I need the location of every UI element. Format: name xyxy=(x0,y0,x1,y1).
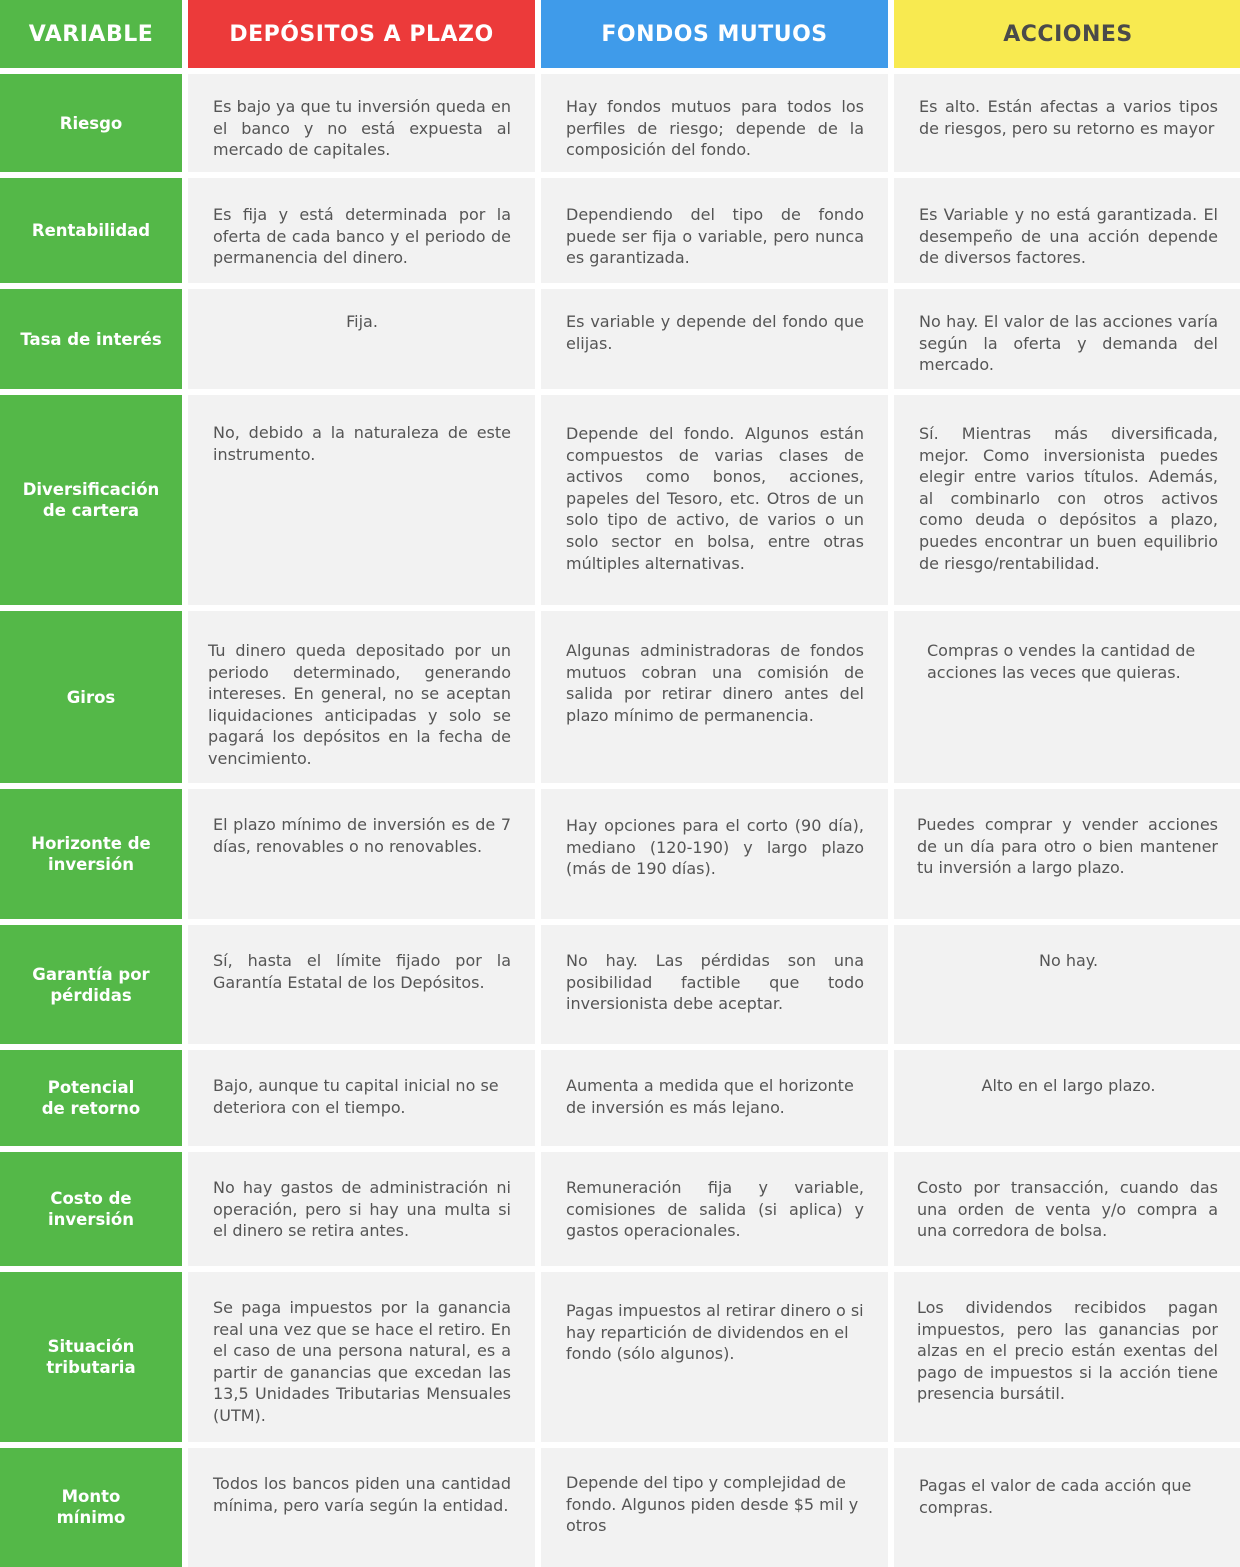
row-label-horizonte: Horizonte de inversión xyxy=(0,789,182,919)
cell-tributaria-fondos: Pagas impuestos al retirar dinero o si hay repartición de dividendos en el fondo (sólo algunos). xyxy=(541,1272,888,1442)
cell-tasa-depositos: Fija. xyxy=(188,289,535,389)
cell-giros-acciones: Compras o vendes la cantidad de acciones las veces que quieras. xyxy=(894,611,1240,783)
cell-garantia-depositos: Sí, hasta el límite fijado por la Garantía Estatal de los Depósitos. xyxy=(188,925,535,1044)
bottom-strip xyxy=(0,1562,1240,1567)
bottom-strip-variable xyxy=(0,1562,182,1567)
cell-giros-depositos: Tu dinero queda depositado por un periodo determinado, generando intereses. En general, no se aceptan liquidaciones anticipadas y solo se pagará los depósitos en la fecha de vencimiento. xyxy=(188,611,535,783)
cell-riesgo-acciones: Es alto. Están afectas a varios tipos de riesgos, pero su retorno es mayor xyxy=(894,74,1240,172)
cell-monto-acciones: Pagas el valor de cada acción que compras. xyxy=(894,1448,1240,1566)
cell-garantia-acciones: No hay. xyxy=(894,925,1240,1044)
bottom-strip-fondos xyxy=(541,1562,888,1567)
cell-rentabilidad-acciones: Es Variable y no está garantizada. El desempeño de una acción depende de diversos factores. xyxy=(894,178,1240,283)
row-label-costo: Costo de inversión xyxy=(0,1152,182,1266)
cell-riesgo-depositos: Es bajo ya que tu inversión queda en el banco y no está expuesta al mercado de capitales. xyxy=(188,74,535,172)
cell-diversificacion-fondos: Depende del fondo. Algunos están compuestos de varias clases de activos como bonos, acciones, papeles del Tesoro, etc. Otros de un solo tipo de activo, de varios o un solo sector en bolsa, entre otras múltiples alternativas. xyxy=(541,395,888,605)
bottom-strip-depositos xyxy=(188,1562,535,1567)
row-label-potencial: Potencial de retorno xyxy=(0,1050,182,1146)
header-depositos-a-plazo: DEPÓSITOS A PLAZO xyxy=(188,0,535,68)
cell-potencial-fondos: Aumenta a medida que el horizonte de inversión es más lejano. xyxy=(541,1050,888,1146)
cell-costo-acciones: Costo por transacción, cuando das una orden de venta y/o compra a una corredora de bolsa. xyxy=(894,1152,1240,1266)
cell-monto-depositos: Todos los bancos piden una cantidad mínima, pero varía según la entidad. xyxy=(188,1448,535,1566)
cell-horizonte-fondos: Hay opciones para el corto (90 día), mediano (120-190) y largo plazo (más de 190 días). xyxy=(541,789,888,919)
header-acciones: ACCIONES xyxy=(894,0,1240,68)
cell-rentabilidad-depositos: Es fija y está determinada por la oferta de cada banco y el periodo de permanencia del dinero. xyxy=(188,178,535,283)
cell-horizonte-acciones: Puedes comprar y vender acciones de un día para otro o bien mantener tu inversión a largo plazo. xyxy=(894,789,1240,919)
cell-rentabilidad-fondos: Dependiendo del tipo de fondo puede ser fija o variable, pero nunca es garantizada. xyxy=(541,178,888,283)
cell-monto-fondos: Depende del tipo y complejidad de fondo. Algunos piden desde $5 mil y otros xyxy=(541,1448,888,1566)
row-label-tasa-de-interes: Tasa de interés xyxy=(0,289,182,389)
cell-diversificacion-depositos: No, debido a la naturaleza de este instrumento. xyxy=(188,395,535,605)
cell-tasa-fondos: Es variable y depende del fondo que elijas. xyxy=(541,289,888,389)
row-label-monto-minimo: Monto mínimo xyxy=(0,1448,182,1566)
bottom-strip-acciones xyxy=(894,1562,1240,1567)
header-variable: VARIABLE xyxy=(0,0,182,68)
cell-garantia-fondos: No hay. Las pérdidas son una posibilidad factible que todo inversionista debe aceptar. xyxy=(541,925,888,1044)
row-label-riesgo: Riesgo xyxy=(0,74,182,172)
row-label-garantia: Garantía por pérdidas xyxy=(0,925,182,1044)
row-label-diversificacion: Diversificación de cartera xyxy=(0,395,182,605)
cell-tributaria-depositos: Se paga impuestos por la ganancia real una vez que se hace el retiro. En el caso de una persona natural, es a partir de ganancias que excedan las 13,5 Unidades Tributarias Mensuales (UTM). xyxy=(188,1272,535,1442)
cell-riesgo-fondos: Hay fondos mutuos para todos los perfiles de riesgo; depende de la composición del fondo. xyxy=(541,74,888,172)
header-fondos-mutuos: FONDOS MUTUOS xyxy=(541,0,888,68)
row-label-rentabilidad: Rentabilidad xyxy=(0,178,182,283)
cell-giros-fondos: Algunas administradoras de fondos mutuos cobran una comisión de salida por retirar dinero antes del plazo mínimo de permanencia. xyxy=(541,611,888,783)
row-label-giros: Giros xyxy=(0,611,182,783)
cell-potencial-acciones: Alto en el largo plazo. xyxy=(894,1050,1240,1146)
cell-tributaria-acciones: Los dividendos recibidos pagan impuestos, pero las ganancias por alzas en el precio están exentas del pago de impuestos si la acción tiene presencia bursátil. xyxy=(894,1272,1240,1442)
row-label-situacion-tributaria: Situación tributaria xyxy=(0,1272,182,1442)
cell-potencial-depositos: Bajo, aunque tu capital inicial no se deteriora con el tiempo. xyxy=(188,1050,535,1146)
cell-horizonte-depositos: El plazo mínimo de inversión es de 7 días, renovables o no renovables. xyxy=(188,789,535,919)
cell-costo-depositos: No hay gastos de administración ni operación, pero si hay una multa si el dinero se retira antes. xyxy=(188,1152,535,1266)
cell-costo-fondos: Remuneración fija y variable, comisiones de salida (si aplica) y gastos operacionales. xyxy=(541,1152,888,1266)
cell-tasa-acciones: No hay. El valor de las acciones varía según la oferta y demanda del mercado. xyxy=(894,289,1240,389)
cell-diversificacion-acciones: Sí. Mientras más diversificada, mejor. Como inversionista puedes elegir entre varios títulos. Además, al combinarlo con otros activos como deuda o depósitos a plazo, puedes encontrar un buen equilibrio de riesgo/rentabilidad. xyxy=(894,395,1240,605)
